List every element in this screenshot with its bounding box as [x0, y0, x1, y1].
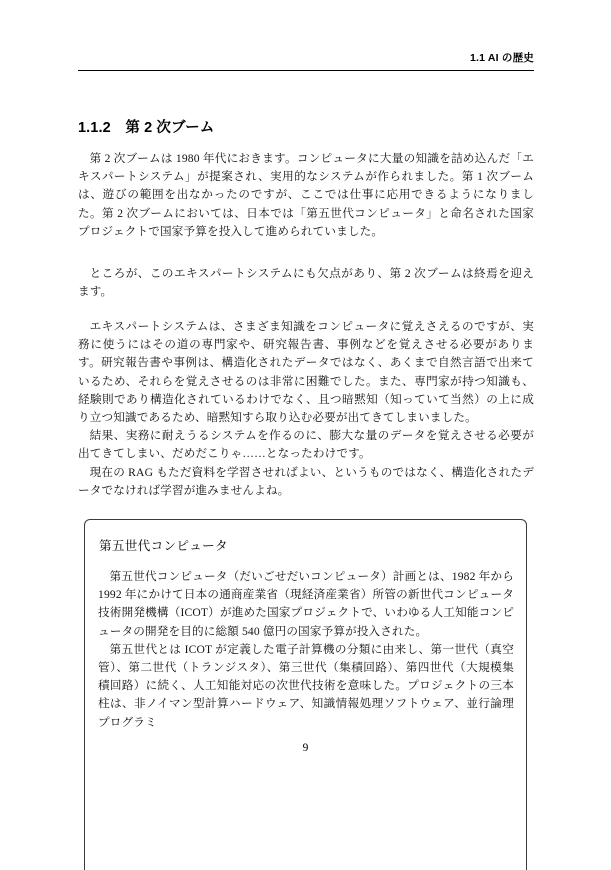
paragraph-text: ところが、このエキスパートシステムにも欠点があり、第 2 次ブームは終焉を迎えます。 — [78, 267, 534, 299]
paragraph-text: 結果、実務に耐えうるシステムを作るのに、膨大な量のデータを覚えさせる必要が出てきてしまい、だめだこりゃ……となったわけです。 — [78, 429, 534, 461]
section-heading: 1.1.2 第 2 次ブーム — [78, 120, 215, 136]
page-number: 9 — [302, 742, 309, 754]
callout-body — [98, 568, 514, 732]
paragraph-text: 第 2 次ブームは 1980 年代におきます。コンピュータに大量の知識を詰め込んだ「エキスパートシステム」が提案され、実用的なシステムが作られました。第 1 次ブームは、遊びの範囲を出なかったのですが、ここでは仕事に応用できるようになりました。第 2 次ブームにおいては、日本では「第五世代コンピュータ」と命名された国家プロジェクトで国家予算を投入して進められていました。 — [78, 152, 534, 238]
callout-title: 第五世代コンピュータ — [99, 539, 228, 553]
paragraph-text: 現在の RAG もただ資料を学習させればよい、というものではなく、構造化されたデータでなければ学習が進みませんよね。 — [78, 466, 534, 498]
callout-paragraph-2: 第五世代とは ICOT が定義した電子計算機の分類に由来し、第一世代（真空管）、第二世代（トランジスタ）、第三世代（集積回路）、第四世代（大規模集積回路）に続く、人工知能対応の次世代技術を意味した。プロジェクトの三本柱は、非ノイマン型計算ハードウェア、知識情報処理ソフトウェア、並行論理プログラミ — [98, 642, 514, 729]
body-paragraph-4 — [78, 427, 534, 463]
body-paragraph-5 — [78, 464, 534, 500]
running-header-text: 1.1 AI の歴史 — [469, 52, 534, 64]
paragraph-text: エキスパートシステムは、さまざま知識をコンピュータに覚えさえるのですが、実務に使うにはその道の専門家や、研究報告書、事例などを覚えさせる必要があります。研究報告書や事例は、構造化されたデータではなく、あくまで自然言語で出来ているため、それらを覚えさせるのは非常に困難でした。また、専門家が持つ知識も、経験則であり構造化されているわけでなく、且つ暗黙知（知っていて当然）の上に成り立つ知識であるため、暗黙知すら取り込む必要が出てきてしまいました。 — [78, 320, 534, 425]
body-paragraph-2 — [78, 265, 534, 301]
running-header — [78, 48, 534, 68]
callout-paragraph-1: 第五世代コンピュータ（だいごせだいコンピュータ）計画とは、1982 年から 1992 年にかけて日本の通商産業省（現経済産業省）所管の新世代コンピュータ技術開発機構（ICOT）が進めた国家プロジェクトで、いわゆる人工知能コンピュータの開発を目的に総額 540 億円の国家予算が投入された。 — [98, 570, 514, 638]
body-paragraph-1 — [78, 150, 534, 241]
body-paragraph-3 — [78, 318, 534, 427]
header-rule — [78, 70, 534, 71]
callout-box — [84, 519, 527, 870]
